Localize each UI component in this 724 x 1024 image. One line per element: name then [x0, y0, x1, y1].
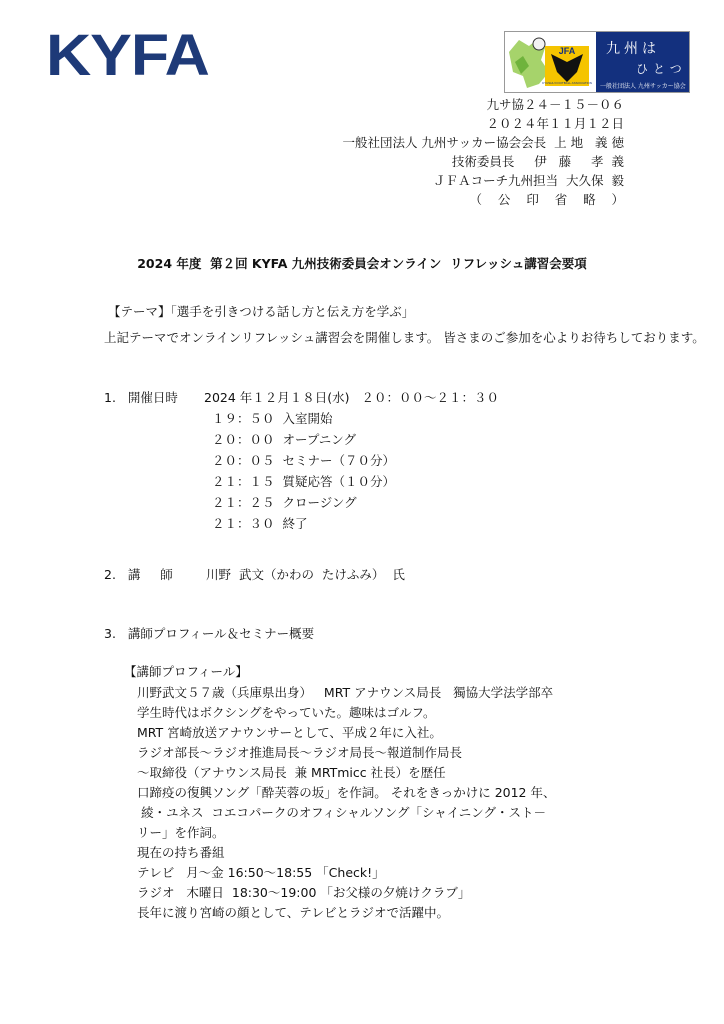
profile-line: ～取締役（アナウンス局長 兼 MRTmicc 社長）を歴任	[137, 765, 446, 780]
section-3-label: 3. 講師プロフィール＆セミナー概要	[104, 626, 315, 641]
profile-line: リー」を作詞。	[137, 825, 225, 840]
profile-line: テレビ 月～金 16:50～18:55 「Check!」	[137, 865, 385, 880]
schedule-item: ２１：３０ 終了	[212, 516, 308, 531]
profile-line: ラジオ 木曜日 18:30～19:00 「お父様の夕焼けクラブ」	[137, 885, 471, 900]
slogan-line-1: 九州は	[606, 41, 660, 57]
slogan-panel	[596, 32, 689, 92]
svg-text:JFA: JFA	[558, 46, 576, 56]
association-name: 一般社団法人 九州サッカー協会	[600, 83, 686, 90]
doc-number: 九サ協２４－１５－０６	[486, 97, 624, 112]
seal-omitted: （ 公 印 省 略 ）	[469, 192, 624, 207]
profile-line: 長年に渡り宮崎の顔として、テレビとラジオで活躍中。	[137, 905, 450, 920]
kyushu-map-emblem-icon	[505, 32, 593, 92]
profile-line: 綾・ユネス コエコパークのオフィシャルソング「シャイニング・スト－	[137, 805, 547, 820]
sender-president: 一般社団法人 九州サッカー協会会長 上 地 義 徳	[342, 135, 624, 150]
sender-jfa-coach: ＪＦＡコーチ九州担当 大久保 毅	[433, 173, 624, 188]
profile-line: 口蹄疫の復興ソング「酔芙蓉の坂」を作詞。 それをきっかけに 2012 年、	[137, 785, 556, 800]
profile-heading: 【講師プロフィール】	[124, 664, 248, 679]
schedule-item: ２１：１５ 質疑応答（１０分）	[212, 474, 395, 489]
profile-line: 川野武文５７歳（兵庫県出身） MRT アナウンス局長 獨協大学法学部卒	[137, 685, 554, 700]
sender-tech-chair: 技術委員長 伊 藤 孝 義	[451, 154, 624, 169]
schedule-item: ２１：２５ クロージング	[212, 495, 357, 510]
profile-line: 学生時代はボクシングをやっていた。趣味はゴルフ。	[137, 705, 436, 720]
jfa-kyushu-badge	[504, 31, 690, 93]
theme: 【テーマ】「選手を引きつける話し方と伝え方を学ぶ」	[108, 304, 415, 319]
profile-line: MRT 宮崎放送アナウンサーとして、平成２年に入社。	[137, 725, 442, 740]
section-1-label: 1. 開催日時	[104, 390, 178, 405]
doc-date: ２０２４年１１月１２日	[486, 116, 624, 131]
section-2-label: 2. 講 師	[104, 567, 173, 582]
document-title: 2024 年度 第２回 KYFA 九州技術委員会オンライン リフレッシュ講習会要項	[137, 256, 587, 271]
lecturer-name: 川野 武文（かわの たけふみ） 氏	[206, 567, 405, 582]
kyfa-logo: KYFA	[46, 23, 209, 88]
profile-line: 現在の持ち番組	[137, 845, 225, 860]
svg-text:KYUSHU FOOTBALL ASSOCIATION: KYUSHU FOOTBALL ASSOCIATION	[542, 81, 592, 85]
schedule-item: ２０：００ オープニング	[212, 432, 356, 447]
slogan-line-2: ひとつ	[636, 62, 687, 76]
schedule-item: ２０：０５ セミナー（７０分）	[212, 453, 395, 468]
profile-line: ラジオ部長～ラジオ推進局長～ラジオ局長～報道制作局長	[137, 745, 463, 760]
event-datetime: 2024 年１２月１８日(水) ２０：００～２１：３０	[204, 390, 499, 405]
intro-text: 上記テーマでオンラインリフレッシュ講習会を開催します。 皆さまのご参加を心よりお待ちしております。	[104, 330, 705, 345]
schedule-item: １９：５０ 入室開始	[212, 411, 333, 426]
